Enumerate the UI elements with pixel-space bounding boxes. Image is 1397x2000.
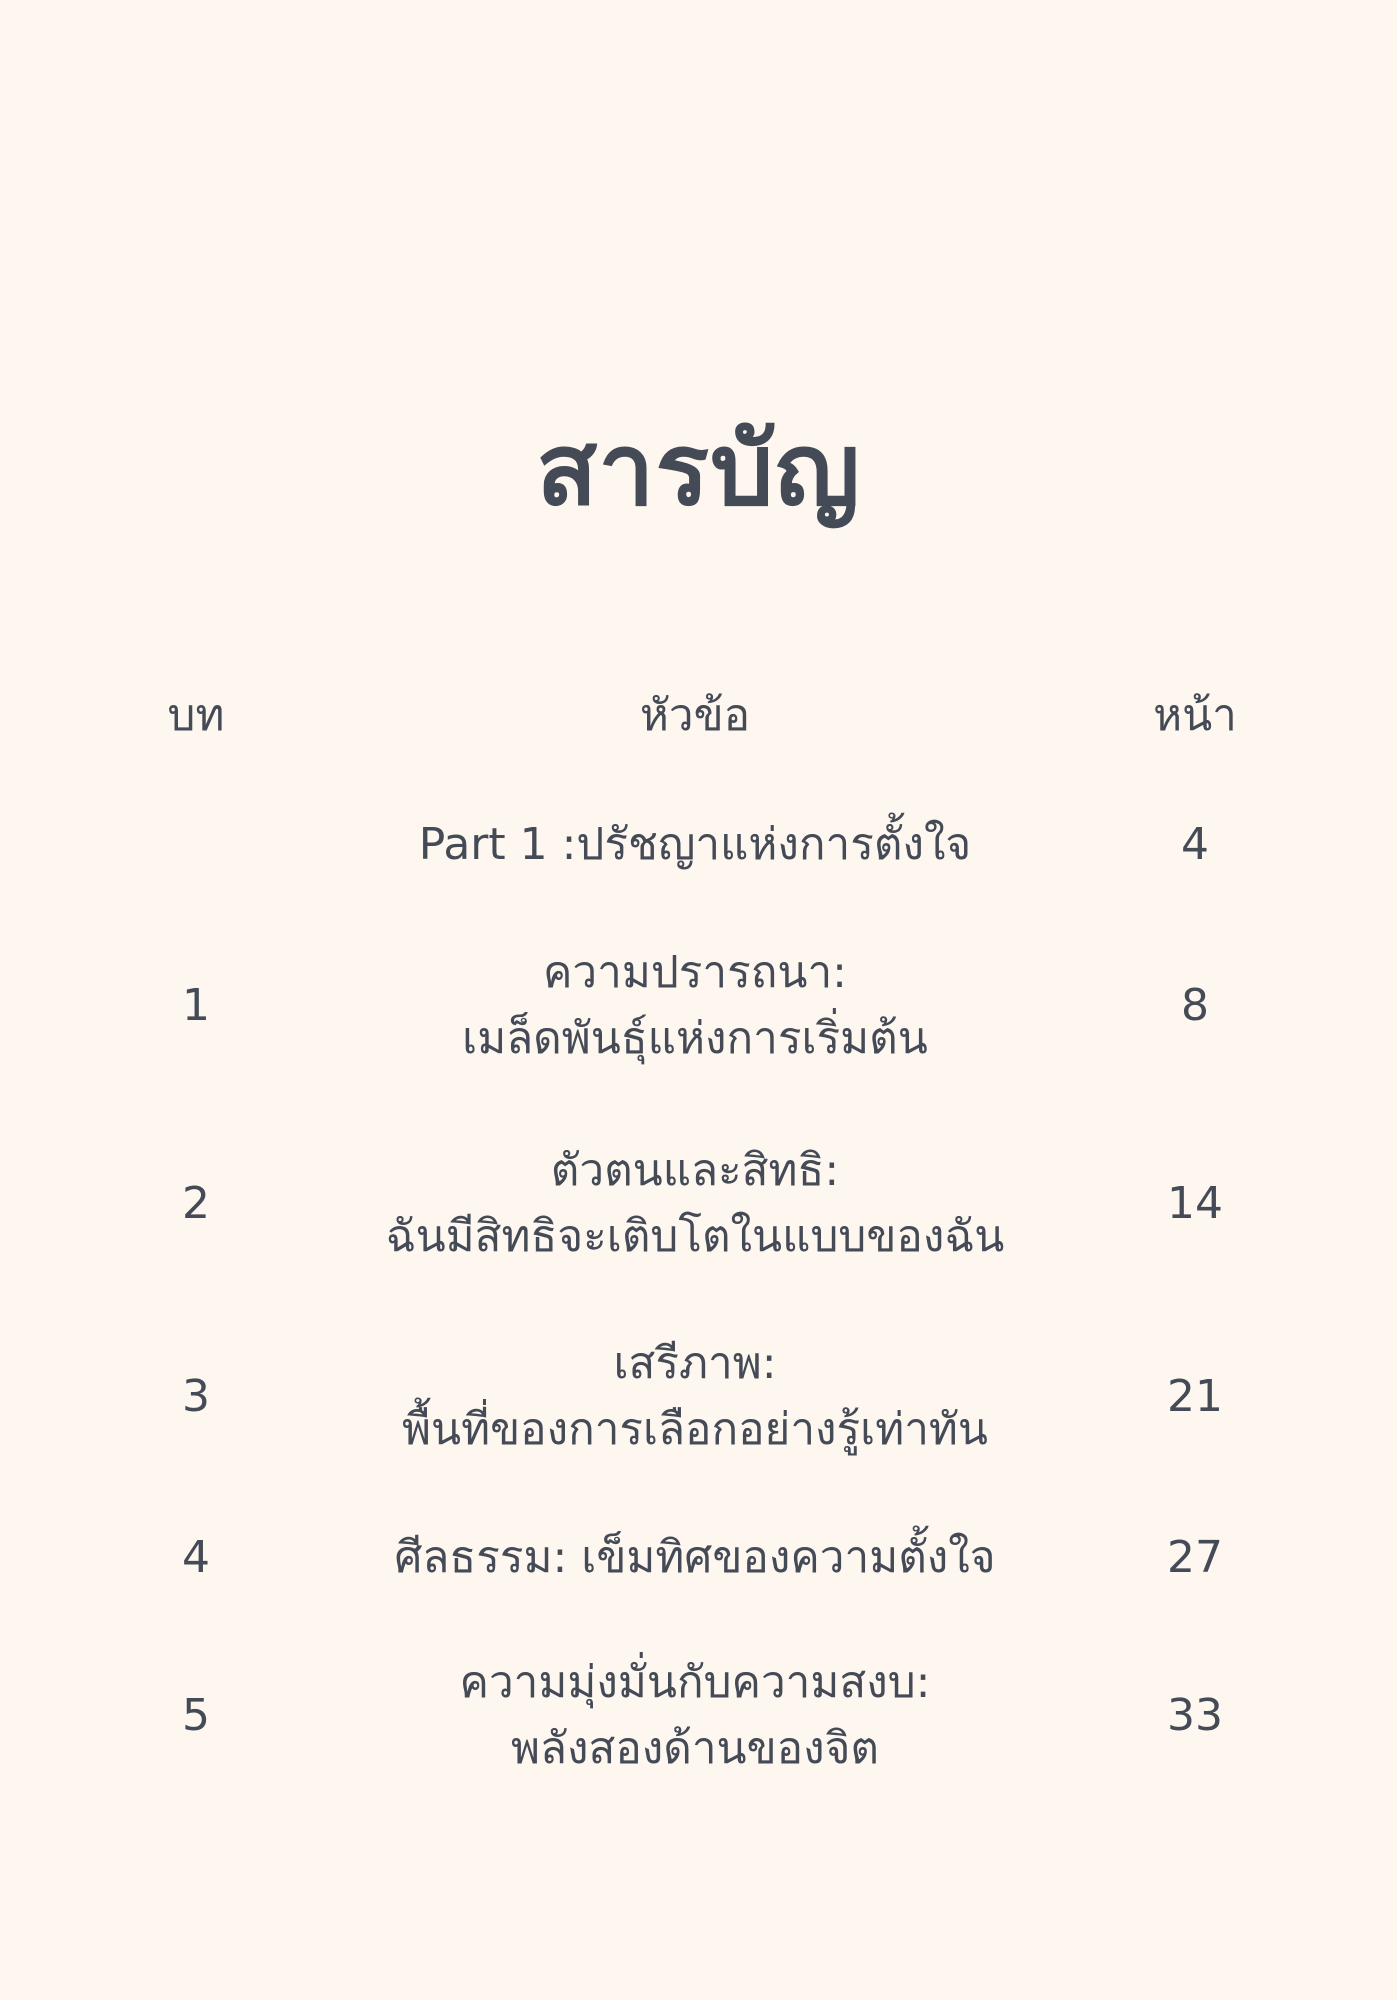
page-number: 21 xyxy=(1167,1371,1223,1422)
chapter-column-header: บท xyxy=(167,690,225,741)
page-title: สารบัญ xyxy=(536,411,861,528)
topic-line: เมล็ดพันธุ์แห่งการเริ่มต้น xyxy=(462,1013,928,1064)
chapter-topic xyxy=(330,1138,1060,1270)
topic-line: ศีลธรรม: เข็มทิศของความตั้งใจ xyxy=(394,1532,996,1583)
chapter-number: 1 xyxy=(182,980,210,1031)
chapter-topic xyxy=(330,812,1060,878)
topic-line: ความปรารถนา: xyxy=(542,947,847,998)
toc-header-row xyxy=(0,680,1397,750)
topic-line: พื้นที่ของการเลือกอย่างรู้เท่าทัน xyxy=(402,1404,988,1455)
page-number: 14 xyxy=(1167,1178,1223,1229)
toc-row-chapter-2 xyxy=(0,1138,1397,1270)
toc-row-chapter-4 xyxy=(0,1523,1397,1593)
page-number: 33 xyxy=(1167,1690,1223,1741)
page-column-header: หน้า xyxy=(1153,690,1237,741)
topic-line: เสรีภาพ: xyxy=(613,1338,777,1389)
toc-row-chapter-3 xyxy=(0,1331,1397,1463)
topic-line: ความมุ่งมั่นกับความสงบ: xyxy=(459,1657,931,1708)
chapter-topic xyxy=(330,1331,1060,1463)
page-number: 8 xyxy=(1181,980,1209,1031)
page-number: 4 xyxy=(1181,819,1209,870)
chapter-number: 2 xyxy=(182,1178,210,1229)
chapter-number: 4 xyxy=(182,1532,210,1583)
topic-column-header: หัวข้อ xyxy=(639,690,751,741)
topic-line: ตัวตนและสิทธิ: xyxy=(550,1145,840,1196)
topic-line: Part 1 :ปรัชญาแห่งการตั้งใจ xyxy=(418,819,972,870)
chapter-number: 5 xyxy=(182,1690,210,1741)
toc-row-chapter-5 xyxy=(0,1650,1397,1782)
page-number: 27 xyxy=(1167,1532,1223,1583)
topic-line: ฉันมีสิทธิจะเติบโตในแบบของฉัน xyxy=(385,1211,1005,1262)
chapter-topic xyxy=(330,940,1060,1072)
topic-line: พลังสองด้านของจิต xyxy=(511,1723,879,1774)
toc-row-part-1 xyxy=(0,810,1397,880)
chapter-number: 3 xyxy=(182,1371,210,1422)
toc-row-chapter-1 xyxy=(0,940,1397,1072)
chapter-topic xyxy=(330,1525,1060,1591)
chapter-topic xyxy=(330,1650,1060,1782)
